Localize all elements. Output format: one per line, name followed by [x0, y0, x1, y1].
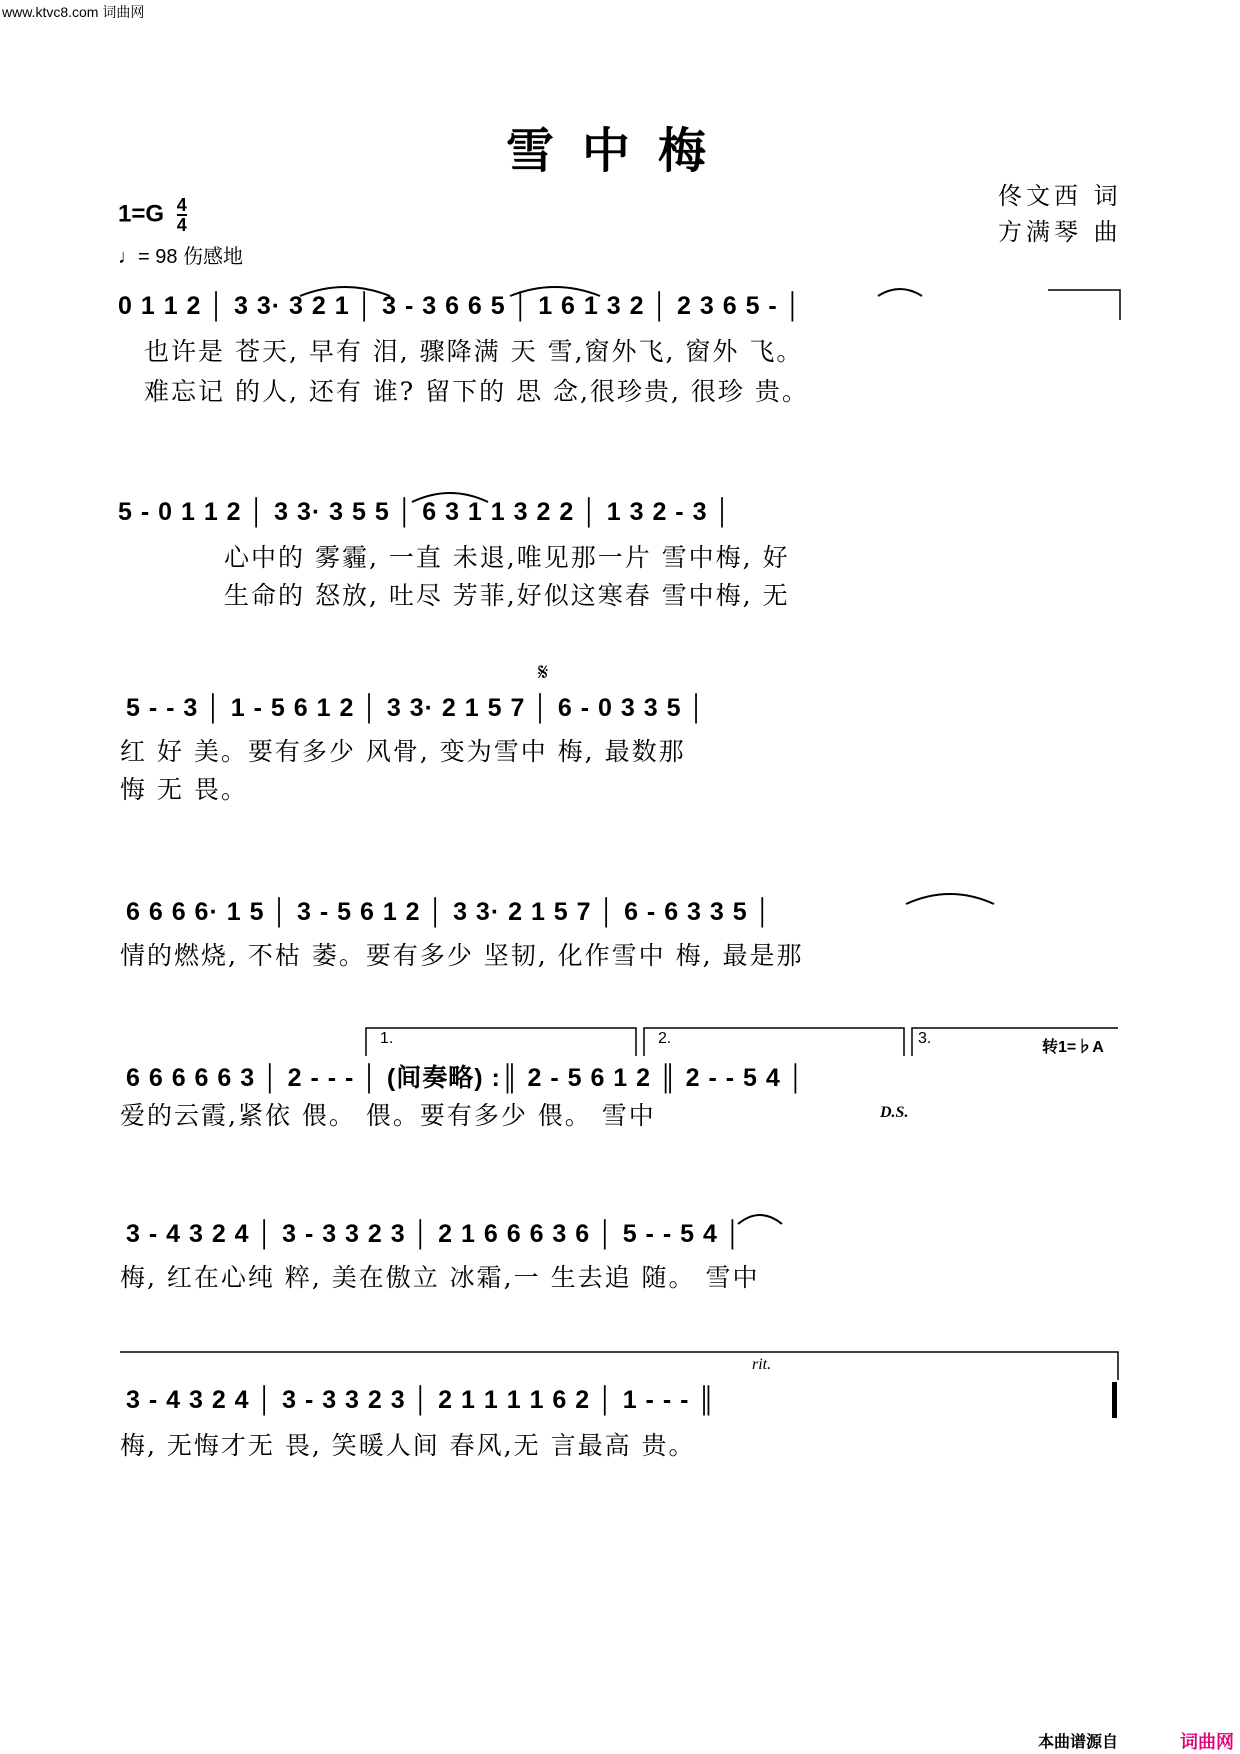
- notes-line-2: 5 - 0 1 1 2 │ 3 3· 3 5 5 │ 6 3 1 1 3 2 2 │ 1 3 2 - 3 │: [118, 498, 733, 526]
- time-sig-top: 4: [176, 195, 187, 215]
- final-barline: [1112, 1382, 1117, 1418]
- lyric-7-verse-1: 梅, 无悔才无 畏, 笑暖人间 春风,无 言最高 贵。: [120, 1431, 696, 1460]
- tie-2: [510, 287, 600, 296]
- volta-2-bracket: [644, 1028, 904, 1056]
- notes-line-5: 6 6 6 6 6 3 │ 2 - - - │ (间奏略) :║ 2 - 5 6 1 2 ║ 2 - - 5 4 │: [126, 1064, 806, 1092]
- composer-credit: 方满琴 曲: [998, 218, 1122, 246]
- tie-6: [906, 894, 994, 904]
- tie-1: [300, 287, 390, 296]
- volta-3-bracket: [912, 1028, 1118, 1056]
- rit-marker: rit.: [752, 1356, 772, 1373]
- tempo-marking: ♩= 98 伤感地: [118, 246, 244, 268]
- volta-3: 3.: [918, 1030, 932, 1047]
- lyric-3-verse-2: 悔 无 畏。: [120, 775, 248, 804]
- key-label: 1=G: [118, 200, 165, 228]
- ds-marker: D.S.: [880, 1104, 909, 1121]
- lyric-3-verse-1: 红 好 美。要有多少 风骨, 变为雪中 梅, 最数那: [120, 737, 686, 766]
- site-url[interactable]: www.ktvc8.com 词曲网: [2, 4, 145, 20]
- lyric-4-verse-1: 情的燃烧, 不枯 萎。要有多少 坚韧, 化作雪中 梅, 最是那: [120, 941, 804, 970]
- lyricist-credit: 佟文西 词: [998, 182, 1122, 210]
- tie-7: [738, 1215, 782, 1224]
- modulation-mark: 转1=♭A: [1042, 1039, 1104, 1056]
- tie-3: [878, 289, 922, 296]
- tie-5: [412, 493, 488, 502]
- volta-1: 1.: [380, 1030, 394, 1047]
- lyric-5-verse-1: 爱的云霞,紧依 偎。 偎。要有多少 偎。 雪中: [120, 1101, 656, 1130]
- notes-line-1: 0 1 1 2 │ 3 3· 3 2 1 │ 3 - 3 6 6 5 │ 1 6 1 3 2 │ 2 3 6 5 - │: [118, 292, 803, 320]
- notes-line-3: 5 - - 3 │ 1 - 5 6 1 2 │ 3 3· 2 1 5 7 │ 6 - 0 3 3 5 │: [126, 694, 707, 722]
- lyric-1-verse-1: 也许是 苍天, 早有 泪, 骤降满 天 雪,窗外飞, 窗外 飞。: [144, 337, 804, 366]
- footer-source: 本曲谱源自: [1037, 1734, 1118, 1751]
- lyric-2-verse-1: 心中的 雾霾, 一直 未退,唯见那一片 雪中梅, 好: [224, 543, 790, 572]
- phrase-bracket: [120, 1352, 1118, 1380]
- time-sig-bottom: 4: [176, 215, 187, 235]
- song-title: 雪中梅: [505, 123, 734, 179]
- lyric-1-verse-2: 难忘记 的人, 还有 谁? 留下的 思 念,很珍贵, 很珍 贵。: [144, 377, 809, 406]
- notes-line-4: 6 6 6 6· 1 5 │ 3 - 5 6 1 2 │ 3 3· 2 1 5 7 │ 6 - 6 3 3 5 │: [126, 898, 773, 926]
- tie-4: [1048, 290, 1120, 320]
- lyric-6-verse-1: 梅, 红在心纯 粹, 美在傲立 冰霜,一 生去追 随。 雪中: [120, 1263, 760, 1292]
- volta-2: 2.: [658, 1030, 672, 1047]
- volta-1-bracket: [366, 1028, 636, 1056]
- notes-line-6: 3 - 4 3 2 4 │ 3 - 3 3 2 3 │ 2 1 6 6 6 3 6 │ 5 - - 5 4 │: [126, 1220, 743, 1248]
- notes-line-7: 3 - 4 3 2 4 │ 3 - 3 3 2 3 │ 2 1 1 1 1 6 2 │ 1 - - - ║: [126, 1386, 717, 1414]
- footer-logo[interactable]: 词曲网: [1180, 1732, 1234, 1752]
- segno-sign: 𝄋: [538, 658, 549, 686]
- lyric-2-verse-2: 生命的 怒放, 吐尽 芳菲,好似这寒春 雪中梅, 无: [224, 581, 790, 610]
